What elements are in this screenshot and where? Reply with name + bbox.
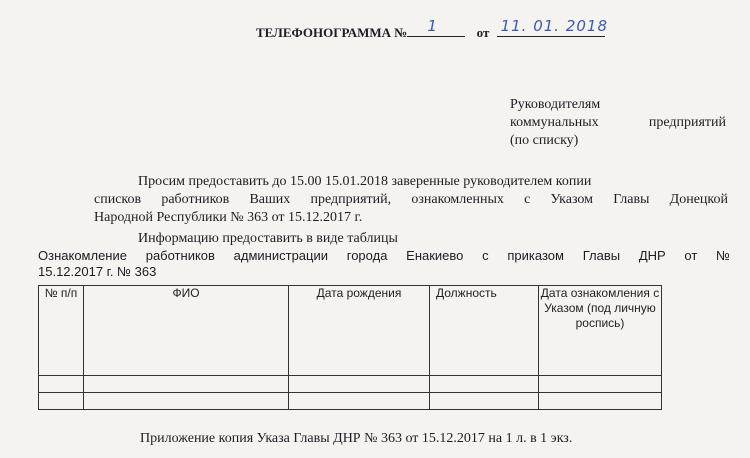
handwritten-date: 11. 01. 2018	[500, 17, 609, 35]
table-cell	[84, 393, 289, 410]
table-header-row	[39, 286, 662, 376]
addressee-line-2	[510, 114, 726, 132]
header-acquaintance-date: Дата ознакомления с Указом (под личную роспись)	[539, 286, 662, 376]
attachment-note: Приложение копия Указа Главы ДНР № 363 от 15.12.2017 на 1 л. в 1 экз.	[140, 431, 573, 446]
addressee-word-1: коммунальных	[510, 115, 599, 130]
table-cell	[430, 393, 539, 410]
addressee-block	[510, 96, 726, 150]
table-intro-line-2: 15.12.2017 г. № 363	[38, 264, 157, 279]
employees-table	[38, 285, 662, 410]
addressee-line-3: (по списку)	[510, 133, 579, 148]
table-cell	[539, 376, 662, 393]
table-cell	[39, 376, 84, 393]
table-cell	[539, 393, 662, 410]
table-intro-line-1: Ознакомление работников администрации города Енакиево с приказом Главы ДНР от №	[38, 248, 730, 263]
request-line-1: Просим предоставить до 15.00 15.01.2018 заверенные руководителем копии	[138, 174, 592, 189]
request-line-2: списков работников Ваших предприятий, ознакомленных с Указом Главы Донецкой	[94, 192, 728, 207]
handwritten-number: 1	[427, 17, 437, 35]
table-cell	[430, 376, 539, 393]
request-paragraph	[94, 173, 728, 227]
header-number: № п/п	[39, 286, 84, 376]
table-row	[39, 393, 662, 410]
table-cell	[289, 393, 430, 410]
header-birth-date: Дата рождения	[289, 286, 430, 376]
from-word: от	[476, 25, 490, 40]
date-field	[497, 17, 609, 37]
addressee-line-1: Руководителям	[510, 97, 601, 112]
title-text: ТЕЛЕФОНОГРАММА №	[256, 25, 408, 40]
table-intro	[38, 248, 730, 280]
document-title	[256, 17, 609, 41]
table-row	[39, 376, 662, 393]
header-position: Должность	[430, 286, 539, 376]
table-cell	[289, 376, 430, 393]
info-paragraph: Информацию предоставить в виде таблицы	[138, 231, 398, 246]
addressee-word-2: предприятий	[648, 115, 726, 130]
number-field	[407, 17, 465, 37]
header-fio: ФИО	[84, 286, 289, 376]
table-cell	[39, 393, 84, 410]
request-line-3: Народной Республики № 363 от 15.12.2017 г.	[94, 210, 363, 225]
table-cell	[84, 376, 289, 393]
